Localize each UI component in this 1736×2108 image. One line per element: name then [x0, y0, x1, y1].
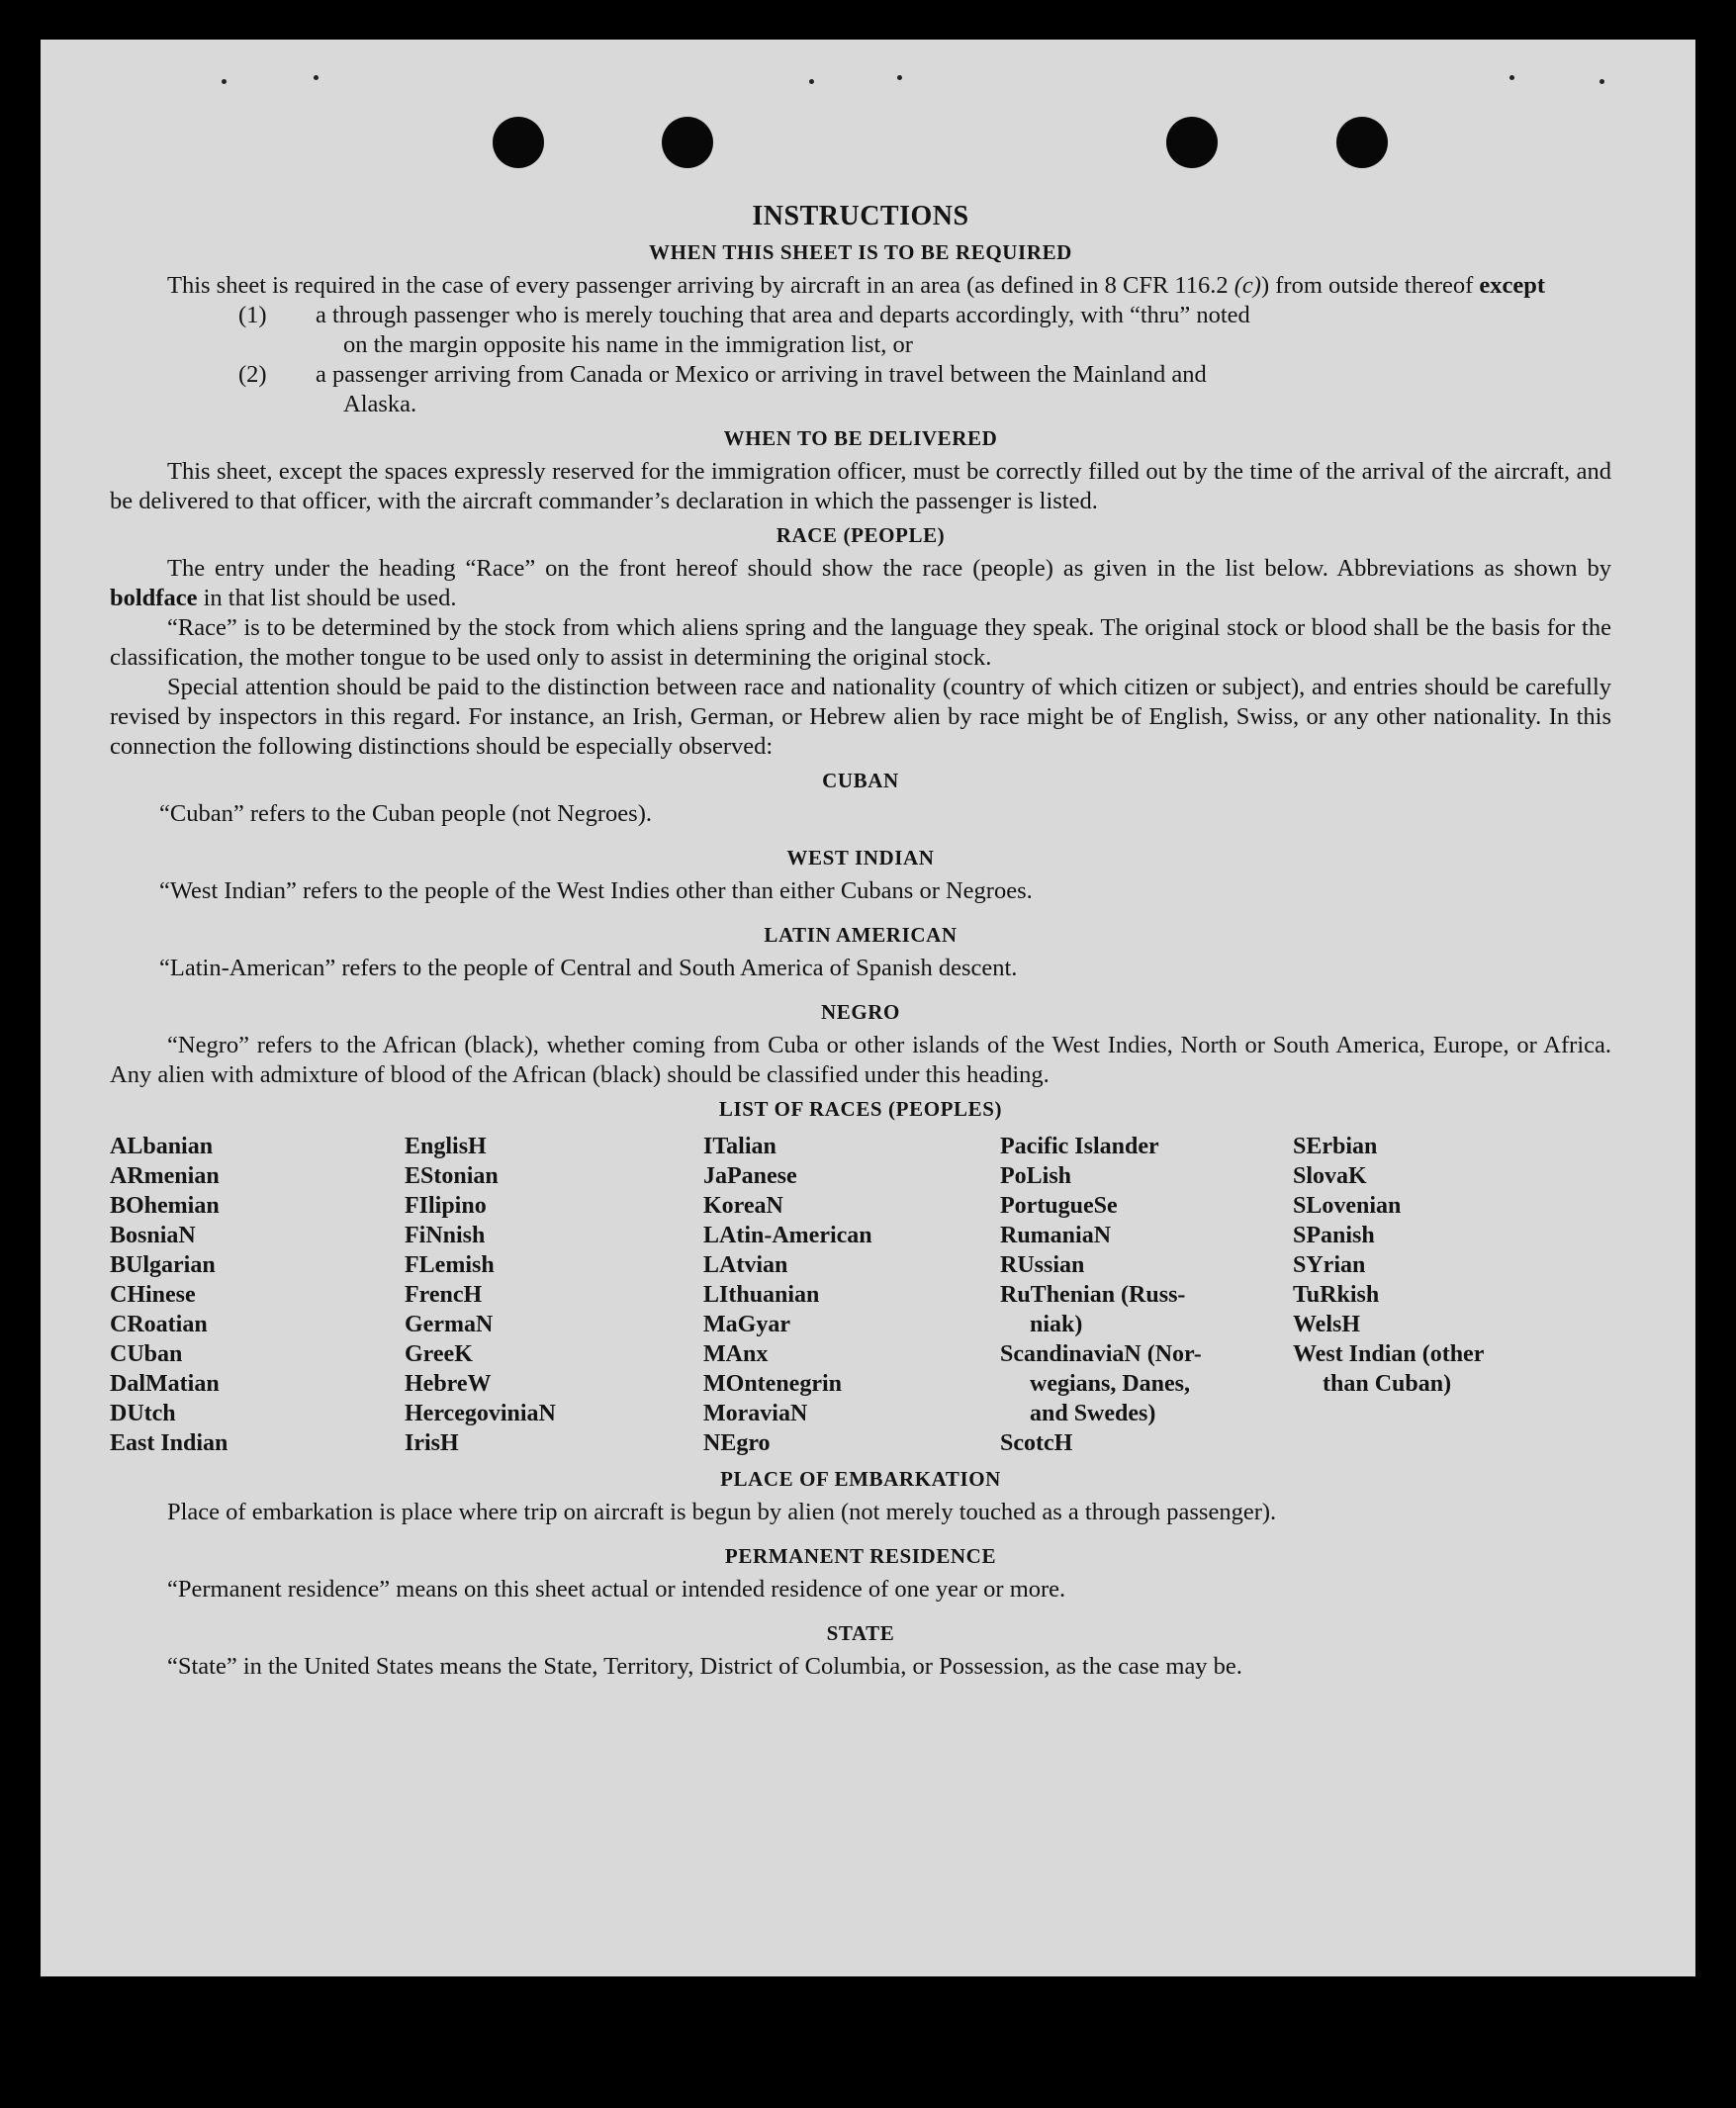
heading-cuban: CUBAN: [822, 769, 899, 792]
races-list: [110, 1132, 1611, 1458]
race-entry: MaGyar: [703, 1312, 790, 1337]
race-entry: ALbanian: [110, 1134, 214, 1159]
cuban-definition: “Cuban” refers to the Cuban people (not Negroes).: [159, 800, 652, 827]
race-entry: LAtvian: [703, 1252, 788, 1278]
race-entry: ARmenian: [110, 1163, 220, 1189]
latin-american-definition: “Latin-American” refers to the people of Central and South America of Spanish descent.: [159, 955, 1018, 981]
race-entry-continued: wegians, Danes,: [1030, 1371, 1191, 1397]
race-entry: SErbian: [1293, 1134, 1378, 1159]
race-entry: FrencH: [405, 1282, 483, 1308]
race-entry: SYrian: [1293, 1252, 1366, 1278]
race-entry: FiNnish: [405, 1223, 486, 1248]
speck: [809, 79, 814, 84]
race-entry: LIthuanian: [703, 1282, 820, 1308]
races-column-3: [703, 1132, 1000, 1458]
speck: [222, 79, 227, 84]
heading-race: RACE (PEOPLE): [776, 523, 946, 547]
race-entry: EStonian: [405, 1163, 499, 1189]
race-entry: LAtin-American: [703, 1223, 872, 1248]
race-entry: ITalian: [703, 1134, 777, 1159]
heading-latin-american: LATIN AMERICAN: [764, 923, 958, 947]
race-entry: ScandinaviaN (Nor-: [1000, 1341, 1202, 1367]
race-entry-continued: and Swedes): [1030, 1401, 1156, 1426]
heading-list-of-races: LIST OF RACES (PEOPLES): [718, 1097, 1003, 1121]
west-indian-definition: “West Indian” refers to the people of the West Indies other than either Cubans or Negroes.: [159, 877, 1033, 904]
race-entry: CRoatian: [110, 1312, 208, 1337]
race-entry: WelsH: [1293, 1312, 1361, 1337]
race-entry: MoraviaN: [703, 1401, 808, 1426]
heading-residence: PERMANENT RESIDENCE: [724, 1544, 997, 1568]
document-page: [41, 40, 1695, 1976]
speck: [314, 75, 319, 80]
race-entry: PoLish: [1000, 1163, 1072, 1189]
races-column-5: [1293, 1132, 1590, 1458]
exception-item-1: (1) a through passenger who is merely touching that area and departs accordingly, with “thru” noted on the margin opposite his name in the immigration list, or: [238, 302, 1250, 358]
race-entry-continued: niak): [1030, 1312, 1083, 1337]
race-entry: ScotcH: [1000, 1430, 1073, 1456]
race-paragraph-1: The entry under the heading “Race” on the front hereof should show the race (people) as given in the list below. Abbreviations as shown by boldface in that list should be used.: [110, 555, 1611, 611]
race-entry: MAnx: [703, 1341, 769, 1367]
race-entry: EnglisH: [405, 1134, 487, 1159]
heading-delivered: WHEN TO BE DELIVERED: [723, 426, 998, 450]
race-paragraph-2: “Race” is to be determined by the stock from which aliens spring and the language they speak. The original stock or blood shall be the basis for the classification, the mother tongue to be used only to assist in determining the original stock.: [110, 614, 1611, 671]
race-entry: TuRkish: [1293, 1282, 1380, 1308]
race-entry: HebreW: [405, 1371, 492, 1397]
race-entry: KoreaN: [703, 1193, 783, 1219]
negro-definition: “Negro” refers to the African (black), whether coming from Cuba or other islands of the West Indies, North or South America, Europe, or Africa. Any alien with admixture of blood of the African (black) should be classified under this heading.: [110, 1032, 1611, 1088]
race-entry: BosniaN: [110, 1223, 196, 1248]
heading-embarkation: PLACE OF EMBARKATION: [720, 1467, 1001, 1491]
race-entry: CHinese: [110, 1282, 196, 1308]
residence-text: “Permanent residence” means on this sheet actual or intended residence of one year or more.: [167, 1576, 1066, 1603]
race-entry: HercegoviniaN: [405, 1401, 556, 1426]
race-entry: SLovenian: [1293, 1193, 1402, 1219]
race-entry: East Indian: [110, 1430, 228, 1456]
race-entry: IrisH: [405, 1430, 459, 1456]
race-entry: BOhemian: [110, 1193, 220, 1219]
delivered-text: This sheet, except the spaces expressly reserved for the immigration officer, must be correctly filled out by the time of the arrival of the aircraft, and be delivered to that officer, with the aircraft commander’s declaration in which the passenger is listed.: [110, 458, 1611, 514]
speck: [1599, 79, 1604, 84]
race-entry: FLemish: [405, 1252, 495, 1278]
race-entry: GermaN: [405, 1312, 494, 1337]
races-column-1: [110, 1132, 405, 1458]
race-entry: MOntenegrin: [703, 1371, 842, 1397]
exception-item-2: (2) a passenger arriving from Canada or Mexico or arriving in travel between the Mainland and Alaska.: [238, 361, 1207, 417]
heading-negro: NEGRO: [820, 1000, 900, 1024]
speck: [897, 75, 902, 80]
races-column-4: [1000, 1132, 1293, 1458]
page-title: INSTRUCTIONS: [752, 201, 969, 231]
race-entry: DalMatian: [110, 1371, 220, 1397]
race-entry: Pacific Islander: [1000, 1134, 1159, 1159]
heading-west-indian: WEST INDIAN: [786, 846, 935, 870]
race-entry-continued: than Cuban): [1323, 1371, 1452, 1397]
race-entry: GreeK: [405, 1341, 473, 1367]
race-entry: SlovaK: [1293, 1163, 1367, 1189]
heading-required: WHEN THIS SHEET IS TO BE REQUIRED: [649, 240, 1072, 264]
race-entry: PortugueSe: [1000, 1193, 1118, 1219]
instructions-text: [110, 158, 1611, 1682]
races-column-2: [405, 1132, 703, 1458]
race-entry: DUtch: [110, 1401, 176, 1426]
race-entry: RumaniaN: [1000, 1223, 1112, 1248]
race-entry: JaPanese: [703, 1163, 797, 1189]
race-entry: FIlipino: [405, 1193, 487, 1219]
race-paragraph-3: Special attention should be paid to the distinction between race and nationality (country of which citizen or subject), and entries should be carefully revised by inspectors in this regard. For instance, an Irish, German, or Hebrew alien by race might be of English, Swiss, or any other nationality. In this connection the following distinctions should be especially observed:: [110, 674, 1611, 760]
required-intro: This sheet is required in the case of every passenger arriving by aircraft in an area (as defined in 8 CFR 116.2 (c)) from outside thereof except: [167, 272, 1546, 299]
heading-state: STATE: [826, 1621, 895, 1645]
race-entry: SPanish: [1293, 1223, 1375, 1248]
state-text: “State” in the United States means the State, Territory, District of Columbia, or Possession, as the case may be.: [167, 1653, 1242, 1680]
race-entry: West Indian (other: [1293, 1341, 1485, 1367]
race-entry: RuThenian (Russ-: [1000, 1282, 1186, 1308]
race-entry: BUlgarian: [110, 1252, 216, 1278]
embarkation-text: Place of embarkation is place where trip on aircraft is begun by alien (not merely touched as a through passenger).: [167, 1499, 1277, 1525]
race-entry: RUssian: [1000, 1252, 1085, 1278]
race-entry: CUban: [110, 1341, 183, 1367]
race-entry: NEgro: [703, 1430, 771, 1456]
speck: [1509, 75, 1514, 80]
